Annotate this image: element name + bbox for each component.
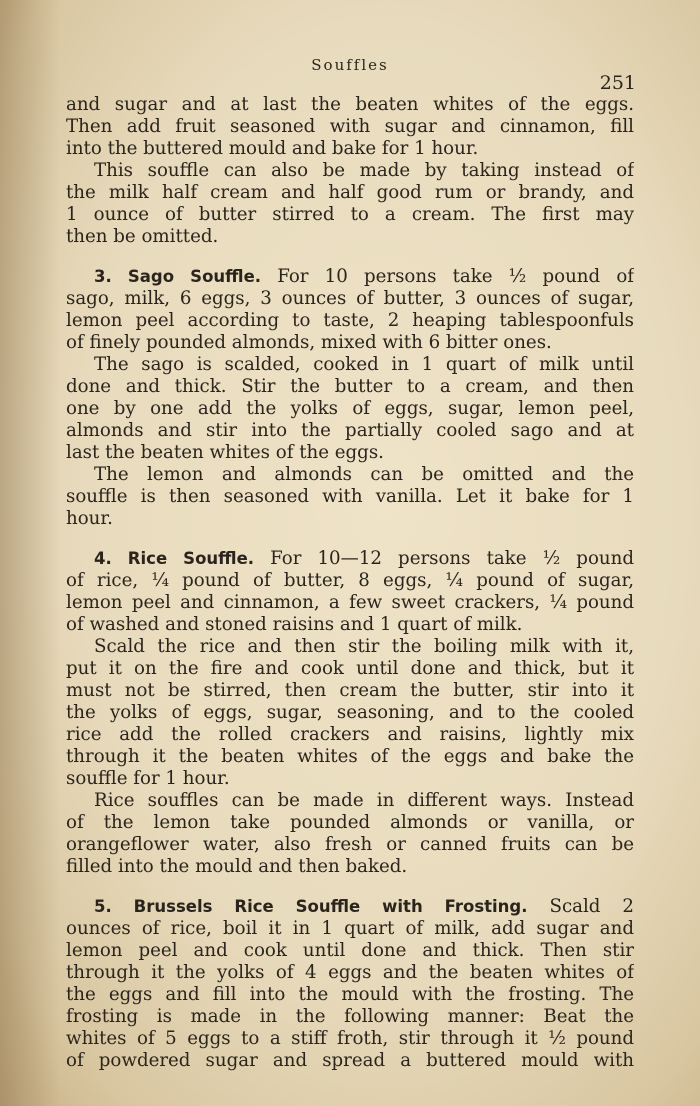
text-line: the yolks of eggs, sugar, seasoning, and to the cooled: [66, 702, 634, 723]
text-line: lemon peel according to taste, 2 heaping tablespoonfuls: [66, 310, 634, 331]
text-line: The sago is scalded, cooked in 1 quart of milk until: [94, 354, 634, 375]
text-line: lemon peel and cinnamon, a few sweet crackers, ¼ pound: [66, 592, 634, 613]
text-line: sago, milk, 6 eggs, 3 ounces of butter, 3 ounces of sugar,: [66, 288, 634, 309]
text-line: almonds and stir into the partially cooled sago and at: [66, 420, 634, 441]
recipe-heading-brussels: 5. Brussels Rice Souffle with Frosting.: [94, 897, 528, 916]
text-line: Rice souffles can be made in different ways. Instead: [94, 790, 634, 811]
text-line: ounces of rice, boil it in 1 quart of milk, add sugar and: [66, 918, 634, 939]
text-line: the eggs and fill into the mould with the frosting. The: [66, 984, 634, 1005]
text-line: done and thick. Stir the butter to a cream, and then: [66, 376, 634, 397]
recipe-heading-line: [66, 548, 634, 570]
text-line: filled into the mould and then baked.: [66, 856, 408, 877]
text-line: put it on the fire and cook until done and thick, but it: [66, 658, 634, 679]
text-line: of powdered sugar and spread a buttered mould with: [66, 1050, 634, 1071]
text-line: Scald 2: [549, 896, 634, 917]
text-line: into the buttered mould and bake for 1 hour.: [66, 138, 479, 159]
recipe-heading-line: [66, 266, 634, 288]
text-line: rice add the rolled crackers and raisins, lightly mix: [66, 724, 634, 745]
text-line: the milk half cream and half good rum or brandy, and: [66, 182, 634, 203]
text-line: hour.: [66, 508, 113, 529]
page-gutter-shadow: [0, 0, 60, 1106]
recipe-heading-rice: 4. Rice Souffle.: [94, 549, 255, 568]
text-line: orangeflower water, also fresh or canned fruits can be: [66, 834, 634, 855]
recipe-heading-line: [66, 896, 634, 918]
text-line: The lemon and almonds can be omitted and the: [94, 464, 634, 485]
text-line: For 10—12 persons take ½ pound: [270, 548, 634, 569]
text-line: of the lemon take pounded almonds or vanilla, or: [66, 812, 634, 833]
text-line: souffle is then seasoned with vanilla. Let it bake for 1: [66, 486, 634, 507]
text-line: one by one add the yolks of eggs, sugar, lemon peel,: [66, 398, 634, 419]
text-line: and sugar and at last the beaten whites of the eggs.: [66, 94, 634, 115]
text-line: This souffle can also be made by taking instead of: [94, 160, 634, 181]
text-line: of rice, ¼ pound of butter, 8 eggs, ¼ pound of sugar,: [66, 570, 634, 591]
text-line: of washed and stoned raisins and 1 quart of milk.: [66, 614, 523, 635]
text-line: last the beaten whites of the eggs.: [66, 442, 384, 463]
text-line: whites of 5 eggs to a stiff froth, stir through it ½ pound: [66, 1028, 634, 1049]
text-line: souffle for 1 hour.: [66, 768, 230, 789]
body-text: [66, 94, 634, 1072]
text-line: then be omitted.: [66, 226, 219, 247]
text-line: through it the beaten whites of the eggs and bake the: [66, 746, 634, 767]
recipe-heading-sago: 3. Sago Souffle.: [94, 267, 262, 286]
text-line: 1 ounce of butter stirred to a cream. The first may: [66, 204, 634, 225]
text-line: For 10 persons take ½ pound of: [277, 266, 634, 287]
text-line: must not be stirred, then cream the butter, stir into it: [66, 680, 634, 701]
text-line: lemon peel and cook until done and thick. Then stir: [66, 940, 634, 961]
page-number: 251: [599, 72, 636, 94]
text-line: of finely pounded almonds, mixed with 6 bitter ones.: [66, 332, 552, 353]
text-line: through it the yolks of 4 eggs and the beaten whites of: [66, 962, 634, 983]
running-head: Souffles: [311, 56, 389, 74]
text-line: Scald the rice and then stir the boiling milk with it,: [94, 636, 634, 657]
text-line: frosting is made in the following manner: Beat the: [66, 1006, 634, 1027]
text-line: Then add fruit seasoned with sugar and cinnamon, fill: [66, 116, 634, 137]
